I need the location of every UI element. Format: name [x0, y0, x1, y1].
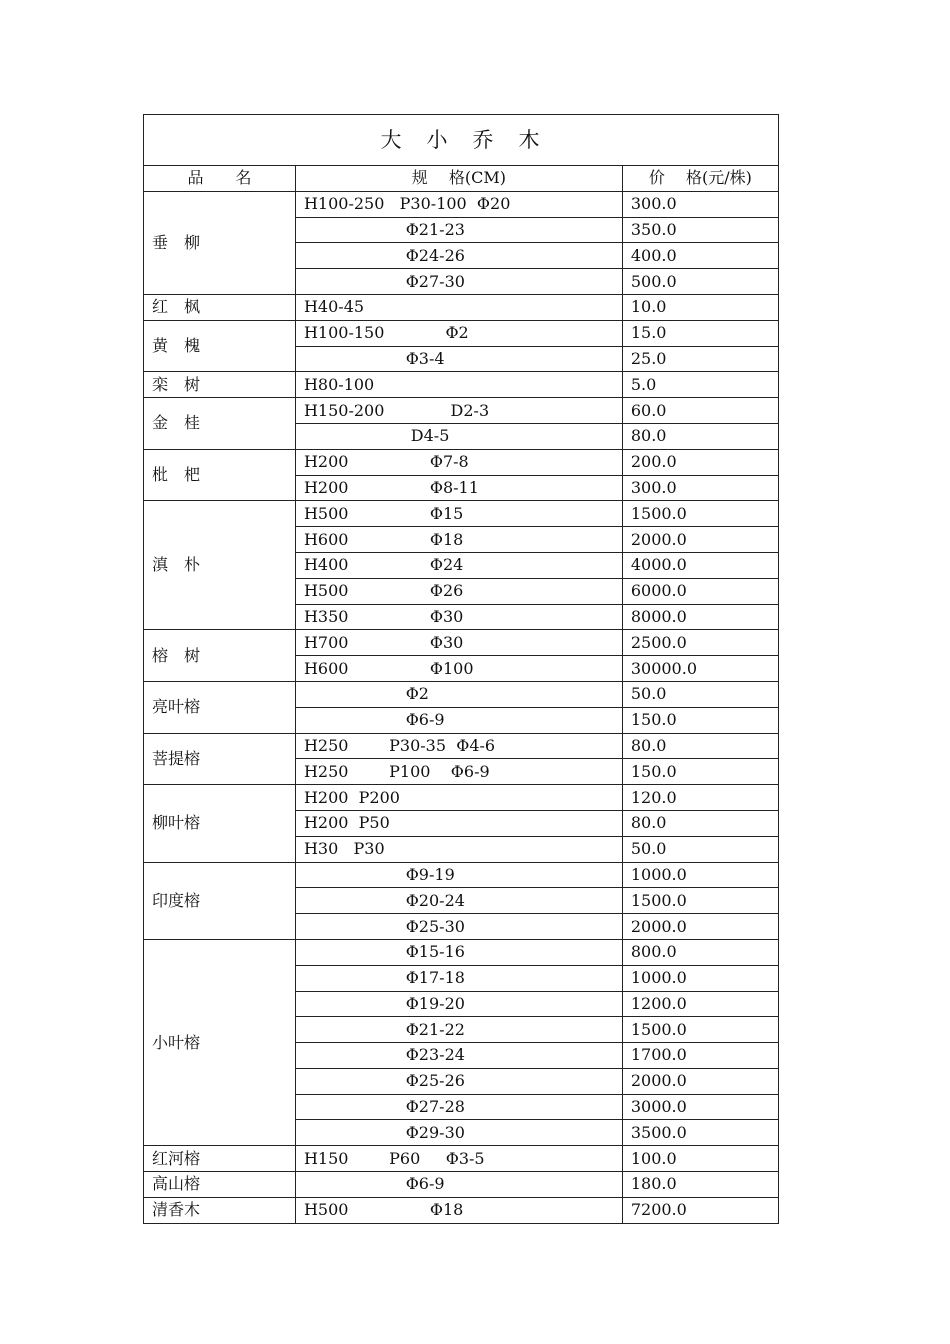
plant-name: 红河榕	[144, 1146, 296, 1172]
price-cell: 5.0	[622, 372, 778, 398]
spec-cell: Φ17-18	[295, 965, 622, 991]
spec-cell: Φ23-24	[295, 1043, 622, 1069]
price-cell: 50.0	[622, 681, 778, 707]
spec-cell: Φ25-30	[295, 914, 622, 940]
spec-cell: H100-250 P30-100 Φ20	[295, 191, 622, 217]
spec-cell: Φ24-26	[295, 243, 622, 269]
spec-cell: D4-5	[295, 423, 622, 449]
table-row	[144, 1146, 779, 1172]
plant-name: 柳叶榕	[144, 785, 296, 862]
plant-name: 红 枫	[144, 294, 296, 320]
spec-cell: H600 Φ100	[295, 656, 622, 682]
table-row	[144, 191, 779, 217]
price-cell: 500.0	[622, 269, 778, 295]
price-cell: 8000.0	[622, 604, 778, 630]
spec-cell: H200 Φ7-8	[295, 449, 622, 475]
price-cell: 180.0	[622, 1172, 778, 1198]
spec-cell: H500 Φ26	[295, 578, 622, 604]
price-cell: 80.0	[622, 733, 778, 759]
price-cell: 150.0	[622, 707, 778, 733]
spec-cell: H200 P200	[295, 785, 622, 811]
plant-name: 滇 朴	[144, 501, 296, 630]
price-cell: 15.0	[622, 320, 778, 346]
plant-name: 枇 杷	[144, 449, 296, 501]
table-row	[144, 939, 779, 965]
price-cell: 7200.0	[622, 1197, 778, 1223]
price-cell: 3500.0	[622, 1120, 778, 1146]
price-cell: 25.0	[622, 346, 778, 372]
spec-cell: H80-100	[295, 372, 622, 398]
plant-name: 小叶榕	[144, 939, 296, 1145]
spec-cell: Φ2	[295, 681, 622, 707]
plant-name: 栾 树	[144, 372, 296, 398]
price-cell: 2000.0	[622, 1068, 778, 1094]
price-cell: 2500.0	[622, 630, 778, 656]
price-cell: 120.0	[622, 785, 778, 811]
spec-cell: Φ6-9	[295, 707, 622, 733]
price-cell: 60.0	[622, 398, 778, 424]
price-cell: 400.0	[622, 243, 778, 269]
price-cell: 6000.0	[622, 578, 778, 604]
price-cell: 3000.0	[622, 1094, 778, 1120]
price-cell: 1500.0	[622, 888, 778, 914]
price-cell: 1000.0	[622, 862, 778, 888]
spec-cell: H700 Φ30	[295, 630, 622, 656]
spec-cell: Φ27-30	[295, 269, 622, 295]
header-price: 价 格(元/株)	[622, 166, 778, 192]
spec-cell: H600 Φ18	[295, 527, 622, 553]
price-cell: 10.0	[622, 294, 778, 320]
title-row	[144, 115, 779, 166]
spec-cell: Φ21-23	[295, 217, 622, 243]
spec-cell: H250 P100 Φ6-9	[295, 759, 622, 785]
price-cell: 1000.0	[622, 965, 778, 991]
table-row	[144, 862, 779, 888]
price-cell: 800.0	[622, 939, 778, 965]
plant-name: 高山榕	[144, 1172, 296, 1198]
price-cell: 1200.0	[622, 991, 778, 1017]
price-cell: 200.0	[622, 449, 778, 475]
header-name: 品 名	[144, 166, 296, 192]
table-row	[144, 1172, 779, 1198]
spec-cell: H250 P30-35 Φ4-6	[295, 733, 622, 759]
spec-cell: Φ15-16	[295, 939, 622, 965]
spec-cell: H150-200 D2-3	[295, 398, 622, 424]
price-cell: 80.0	[622, 423, 778, 449]
plant-name: 榕 树	[144, 630, 296, 682]
plant-name: 金 桂	[144, 398, 296, 450]
table-row	[144, 733, 779, 759]
price-cell: 2000.0	[622, 914, 778, 940]
table-row	[144, 785, 779, 811]
price-cell: 350.0	[622, 217, 778, 243]
table-row	[144, 294, 779, 320]
spec-cell: H30 P30	[295, 836, 622, 862]
spec-cell: H200 P50	[295, 810, 622, 836]
spec-cell: H200 Φ8-11	[295, 475, 622, 501]
spec-cell: Φ27-28	[295, 1094, 622, 1120]
price-cell: 1500.0	[622, 501, 778, 527]
price-cell: 80.0	[622, 810, 778, 836]
table-row	[144, 681, 779, 707]
spec-cell: H500 Φ15	[295, 501, 622, 527]
plant-name: 清香木	[144, 1197, 296, 1223]
spec-cell: H40-45	[295, 294, 622, 320]
spec-cell: Φ3-4	[295, 346, 622, 372]
spec-cell: H150 P60 Φ3-5	[295, 1146, 622, 1172]
header-spec: 规 格(CM)	[295, 166, 622, 192]
table-row	[144, 1197, 779, 1223]
table-row	[144, 449, 779, 475]
table-row	[144, 501, 779, 527]
spec-cell: H500 Φ18	[295, 1197, 622, 1223]
price-table	[143, 114, 779, 1224]
price-cell: 1700.0	[622, 1043, 778, 1069]
spec-cell: Φ25-26	[295, 1068, 622, 1094]
price-cell: 100.0	[622, 1146, 778, 1172]
table-title: 大 小 乔 木	[144, 115, 779, 166]
spec-cell: Φ29-30	[295, 1120, 622, 1146]
price-cell: 1500.0	[622, 1017, 778, 1043]
plant-name: 菩提榕	[144, 733, 296, 785]
spec-cell: Φ19-20	[295, 991, 622, 1017]
spec-cell: Φ20-24	[295, 888, 622, 914]
price-cell: 50.0	[622, 836, 778, 862]
spec-cell: Φ21-22	[295, 1017, 622, 1043]
plant-name: 黄 槐	[144, 320, 296, 372]
table-body	[144, 191, 779, 1223]
spec-cell: Φ9-19	[295, 862, 622, 888]
price-cell: 4000.0	[622, 552, 778, 578]
plant-name: 垂 柳	[144, 191, 296, 294]
price-cell: 2000.0	[622, 527, 778, 553]
spec-cell: H350 Φ30	[295, 604, 622, 630]
plant-name: 印度榕	[144, 862, 296, 939]
price-list-sheet	[143, 114, 779, 1224]
spec-cell: H100-150 Φ2	[295, 320, 622, 346]
price-cell: 300.0	[622, 191, 778, 217]
plant-name: 亮叶榕	[144, 681, 296, 733]
header-row	[144, 166, 779, 192]
table-row	[144, 630, 779, 656]
table-row	[144, 372, 779, 398]
spec-cell: H400 Φ24	[295, 552, 622, 578]
spec-cell: Φ6-9	[295, 1172, 622, 1198]
table-row	[144, 398, 779, 424]
price-cell: 300.0	[622, 475, 778, 501]
price-cell: 30000.0	[622, 656, 778, 682]
table-row	[144, 320, 779, 346]
price-cell: 150.0	[622, 759, 778, 785]
